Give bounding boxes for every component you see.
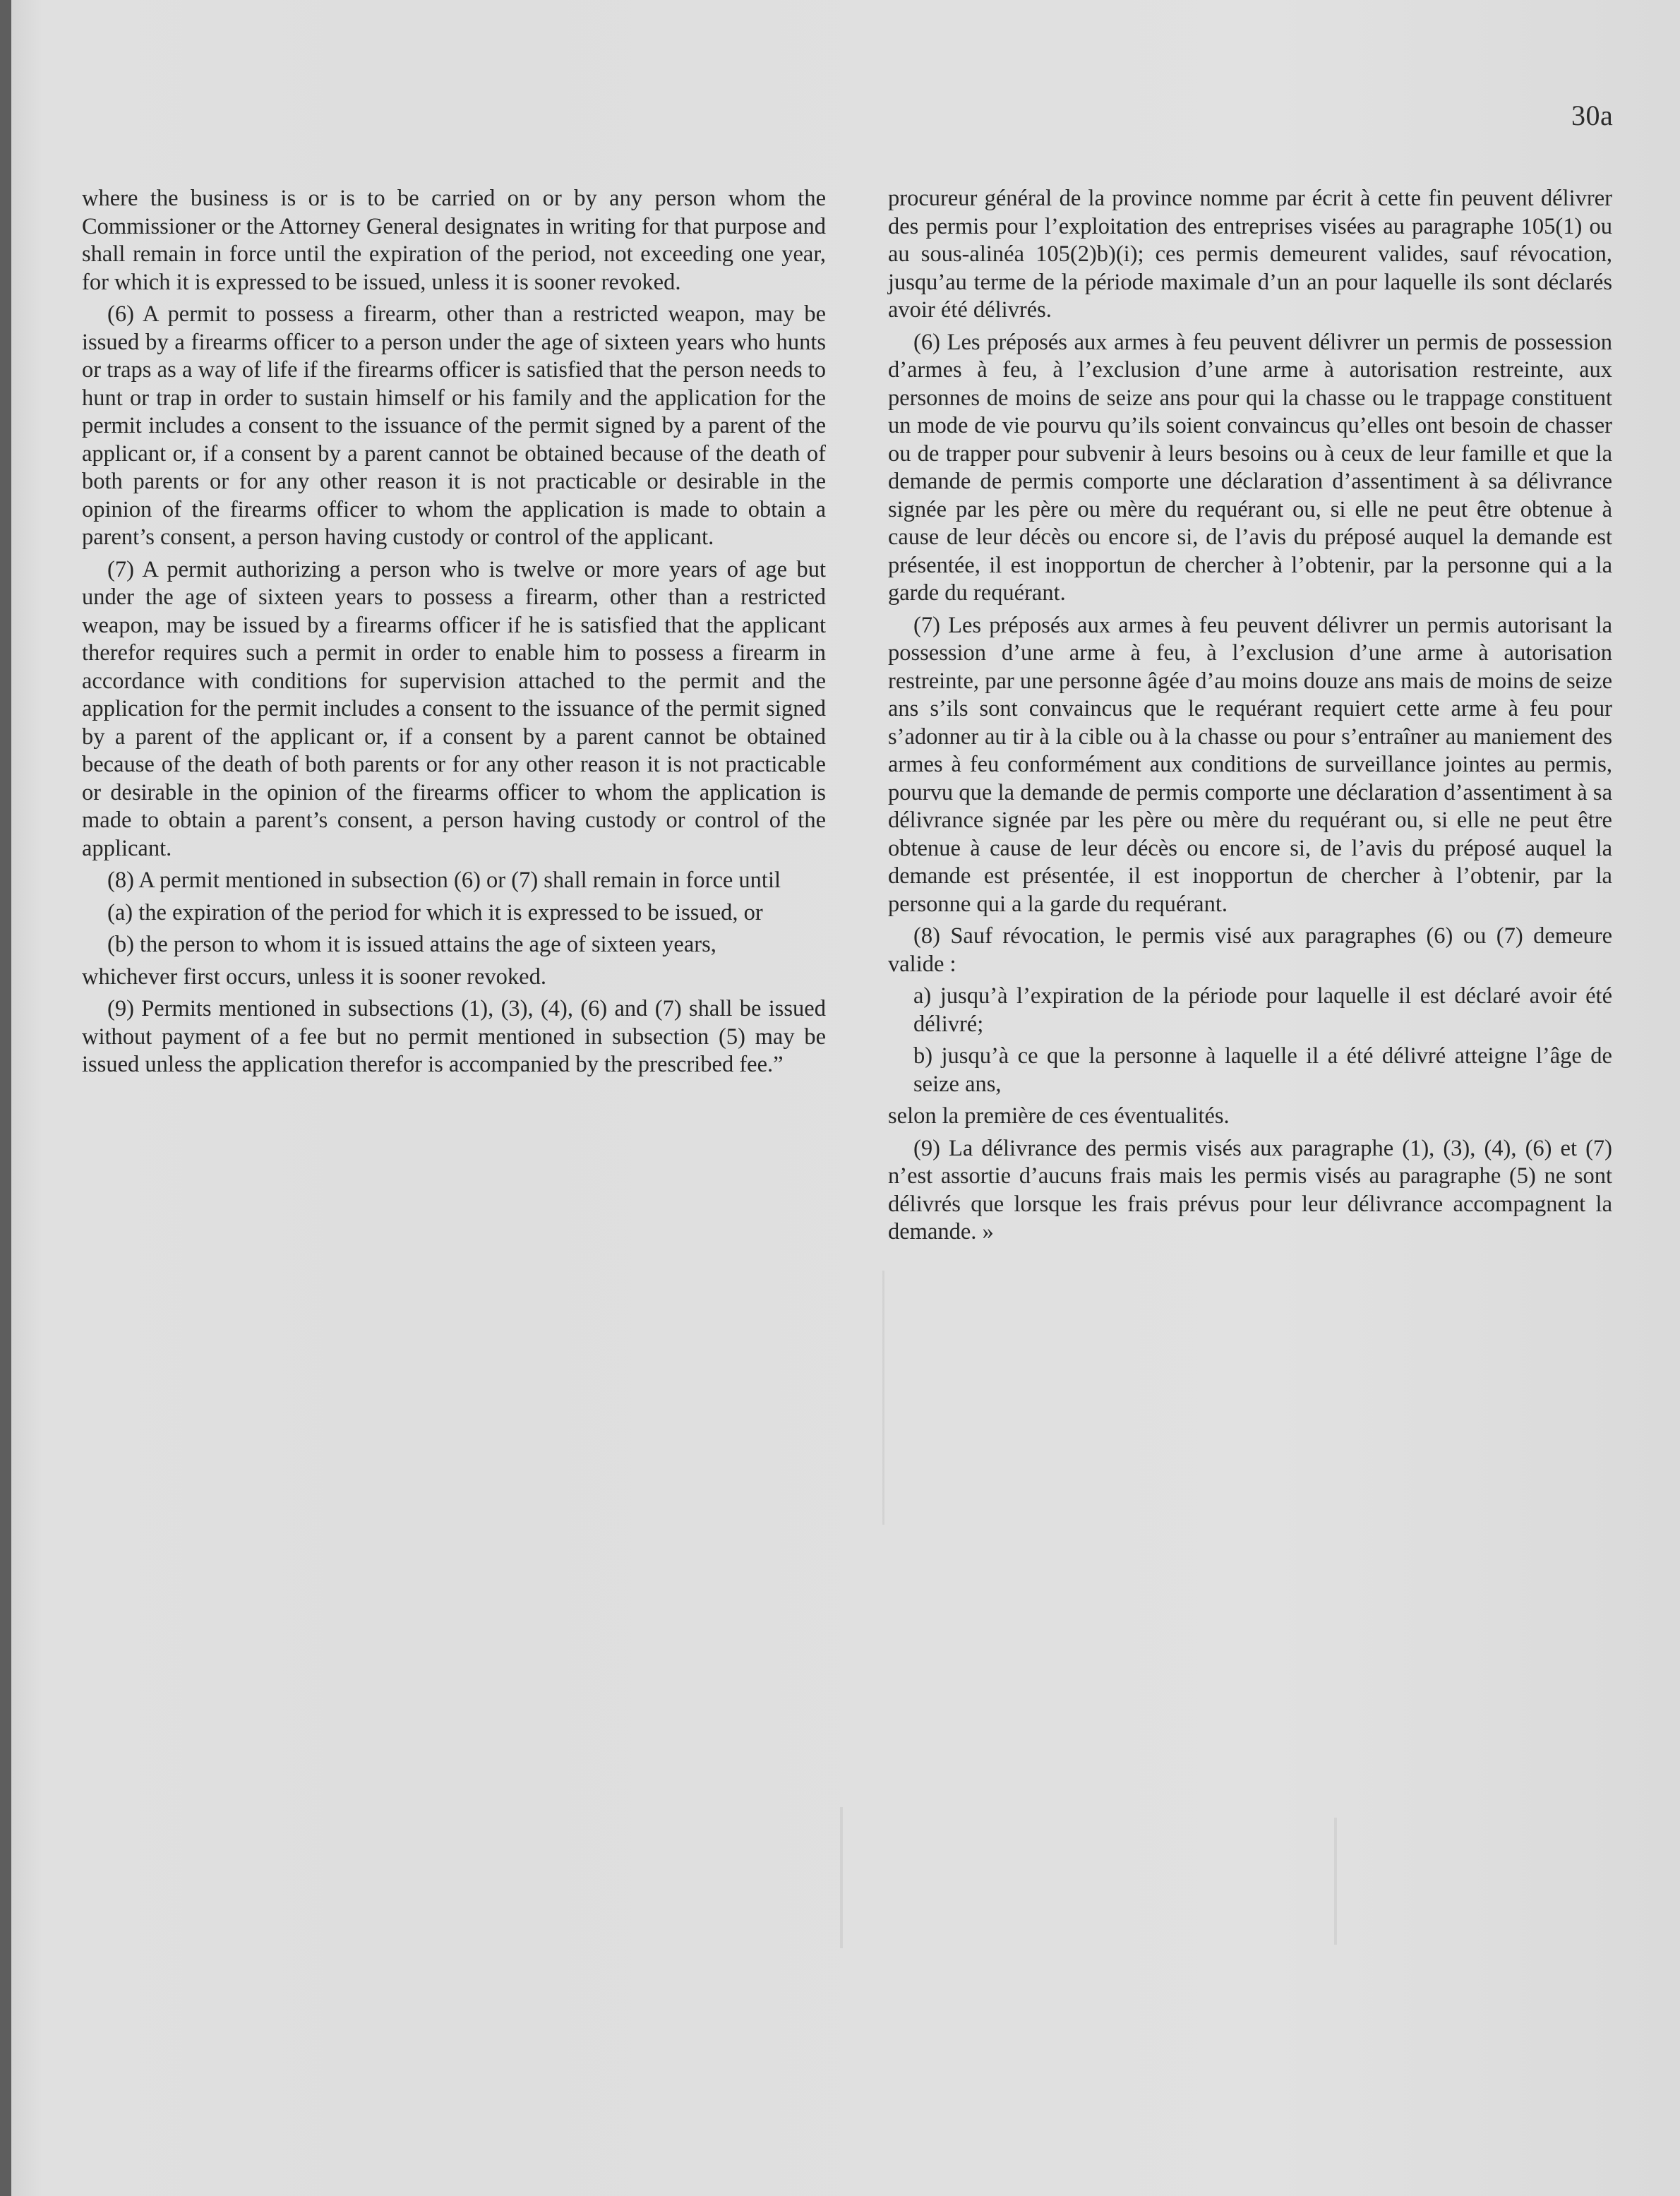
page-binding-edge	[0, 0, 11, 2196]
english-list-item: (b) the person to whom it is issued attains the age of sixteen years,	[107, 932, 716, 957]
french-paragraph: (8) Sauf révocation, le permis visé aux paragraphes (6) ou (7) demeure valide :	[888, 923, 1612, 977]
english-paragraph: (7) A permit authorizing a person who is twelve or more years of age but under the age of sixteen years to possess a firearm, other than a restricted weapon, may be issued by a firearms officer if he is satisfied that the applicant therefor requires such a permit in order to enable him to possess a firearm in accordance with conditions for supervision attached to the permit and the application for the permit includes a consent to the issuance of the permit signed by a parent of the applicant or, if a consent by a parent cannot be obtained because of the death of both parents or for any other reason it is not practicable or desirable in the opinion of the firearms officer to whom the application is made to obtain a parent’s consent, a person having custody or control of the applicant.	[82, 556, 826, 861]
english-column	[82, 185, 826, 1084]
bleed-through-mark	[1334, 1818, 1337, 1945]
english-list-item: (a) the expiration of the period for which it is expressed to be issued, or	[107, 899, 763, 925]
bleed-through-mark	[840, 1807, 843, 1948]
french-paragraph: (7) Les préposés aux armes à feu peuvent délivrer un permis autorisant la possession d’une arme à feu, à l’exclusion d’une arme à autorisation restreinte, par une personne âgée d’au moins douze ans mais de moins de seize ans s’ils sont convaincus que le requérant requiert cette arme à feu pour s’adonner au tir à la cible ou à la chasse ou pour s’entraîner au maniement des armes à feu conformément aux conditions de surveillance jointes au permis, pourvu que la demande de permis comporte une déclaration d’assentiment à sa délivrance signée par les père ou mère du requérant ou, si elle ne peut être obtenue à cause de leur décès ou encore si, de l’avis du préposé auquel la demande est présentée, il est inopportun de chercher à l’obtenir, par la personne qui a la garde du requérant.	[888, 612, 1612, 917]
french-paragraph: selon la première de ces éventualités.	[888, 1103, 1230, 1129]
bleed-through-mark	[882, 1271, 884, 1525]
english-paragraph: (9) Permits mentioned in subsections (1), (3), (4), (6) and (7) shall be issued without payment of a fee but no permit mentioned in subsection (5) may be issued unless the application therefor is accompanied by the prescribed fee.”	[82, 996, 826, 1077]
english-paragraph: whichever first occurs, unless it is sooner revoked.	[82, 964, 546, 990]
french-list-item: a) jusqu’à l’expiration de la période pour laquelle il est déclaré avoir été délivré;	[913, 983, 1612, 1037]
french-paragraph: (6) Les préposés aux armes à feu peuvent délivrer un permis de possession d’armes à feu, à l’exclusion d’une arme à autorisation restreinte, aux personnes de moins de seize ans pour qui la chasse ou le trappage constituent un mode de vie pourvu qu’ils soient convaincus qu’elles ont besoin de chasser ou de trapper pour subvenir à leurs besoins ou à ceux de leur famille et que la demande de permis comporte une déclaration d’assentiment à sa délivrance signée par les père ou mère du requérant ou, si elle ne peut être obtenue à cause de leur décès ou encore si, de l’avis du préposé auquel la demande est présentée, il est inopportun de chercher à l’obtenir, par la personne qui a la garde du requérant.	[888, 329, 1612, 606]
page-number: 30a	[1571, 100, 1614, 131]
english-paragraph: (8) A permit mentioned in subsection (6) or (7) shall remain in force until	[107, 868, 781, 893]
french-paragraph: procureur général de la province nomme par écrit à cette fin peuvent délivrer des permis pour l’exploitation des entreprises visées au paragraphe 105(1) ou au sous-alinéa 105(2)b)(i); ces permis demeurent valides, sauf révocation, jusqu’au terme de la période maximale d’un an pour laquelle ils sont déclarés avoir été délivrés.	[888, 186, 1612, 323]
french-column	[888, 185, 1612, 1251]
english-paragraph: where the business is or is to be carried on or by any person whom the Commissioner or the Attorney General designates in writing for that purpose and shall remain in force until the expiration of the period, not exceeding one year, for which it is expressed to be issued, unless it is sooner revoked.	[82, 186, 826, 295]
french-list-item: b) jusqu’à ce que la personne à laquelle il a été délivré atteigne l’âge de seize ans,	[913, 1043, 1612, 1097]
english-paragraph: (6) A permit to possess a firearm, other than a restricted weapon, may be issued by a firearms officer to a person under the age of sixteen years who hunts or traps as a way of life if the firearms officer is satisfied that the person needs to hunt or trap in order to sustain himself or his family and the application for the permit includes a consent to the issuance of the permit signed by a parent of the applicant or, if a consent by a parent cannot be obtained because of the death of both parents or for any other reason it is not practicable or desirable in the opinion of the firearms officer to whom the application is made to obtain a parent’s consent, a person having custody or control of the applicant.	[82, 301, 826, 550]
french-paragraph: (9) La délivrance des permis visés aux paragraphe (1), (3), (4), (6) et (7) n’est assortie d’aucuns frais mais les permis visés au paragraphe (5) ne sont délivrés que lorsque les frais prévus pour leur délivrance accompagnent la demande. »	[888, 1135, 1612, 1244]
